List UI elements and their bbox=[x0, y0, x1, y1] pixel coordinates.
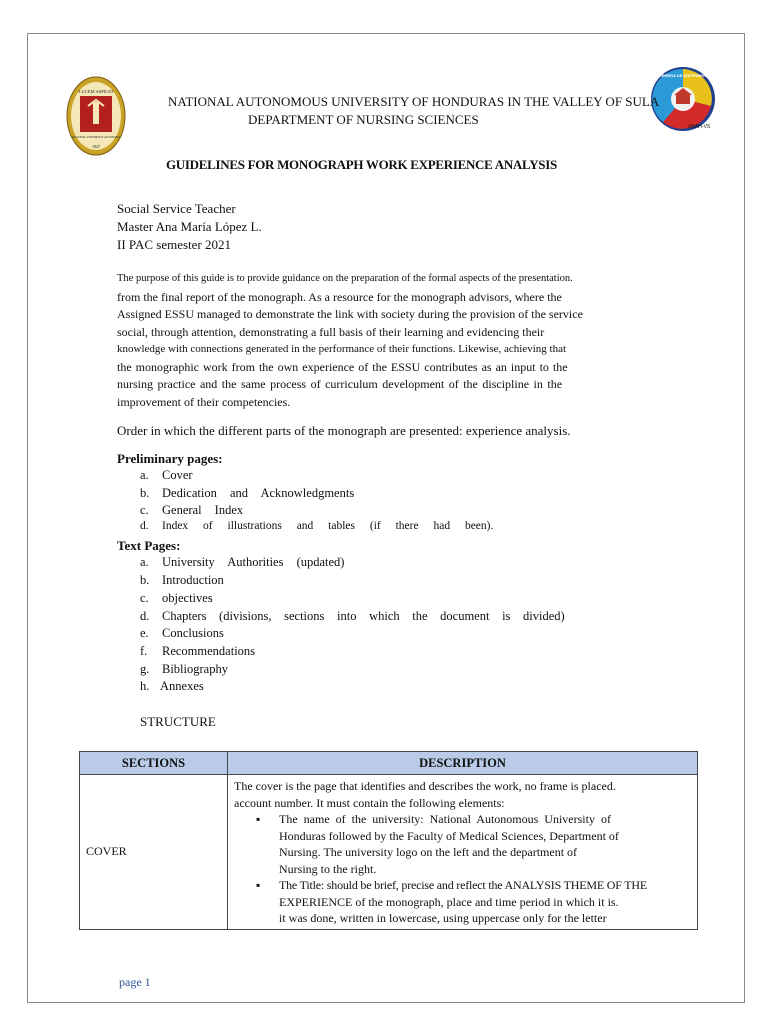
structure-label: STRUCTURE bbox=[140, 714, 216, 729]
purpose-line-7: nursing practice and the same process of curriculum development of the discipline in the bbox=[117, 377, 563, 391]
list-text: University Authorities (updated) bbox=[162, 555, 345, 569]
list-item bbox=[140, 609, 565, 624]
list-text: Recommendations bbox=[162, 644, 256, 658]
bullet-icon: ▪ bbox=[256, 878, 261, 892]
description-line: account number. It must contain the following elements: bbox=[234, 795, 505, 810]
list-item bbox=[140, 573, 224, 588]
purpose-line-5: knowledge with connections generated in the performance of their functions. Likewise, achieving that bbox=[117, 343, 567, 355]
list-item bbox=[140, 679, 204, 694]
bullet-item bbox=[234, 877, 691, 927]
list-marker: d. bbox=[140, 520, 149, 532]
list-marker: c. bbox=[140, 503, 149, 517]
bullet-line: it was done, written in lowercase, using uppercase only for the letter bbox=[279, 911, 607, 925]
bullet-line: Honduras followed by the Faculty of Medical Sciences, Department of bbox=[279, 828, 619, 843]
document-title: GUIDELINES FOR MONOGRAPH WORK EXPERIENCE ANALYSIS bbox=[166, 157, 557, 172]
list-item bbox=[140, 662, 228, 677]
description-line: The cover is the page that identifies and describes the work, no frame is placed. bbox=[234, 779, 616, 793]
list-marker: f. bbox=[140, 644, 148, 658]
list-text: Chapters (divisions, sections into which the document is divided) bbox=[162, 609, 565, 623]
list-marker: e. bbox=[140, 626, 149, 640]
bullet-line: The Title: should be brief, precise and reflect the ANALYSIS THEME OF THE bbox=[279, 878, 648, 892]
department-name: DEPARTMENT OF NURSING SCIENCES bbox=[248, 112, 479, 127]
list-item bbox=[140, 468, 193, 483]
list-text: Dedication and Acknowledgments bbox=[162, 486, 355, 500]
teacher-name: Master Ana María López L. bbox=[117, 219, 262, 234]
list-marker: a. bbox=[140, 468, 149, 482]
bullet-icon: ▪ bbox=[256, 812, 261, 826]
bullet-item bbox=[234, 811, 691, 877]
list-marker: b. bbox=[140, 573, 150, 587]
purpose-line-1: The purpose of this guide is to provide guidance on the preparation of the formal aspects of the presentation. bbox=[117, 273, 573, 284]
list-item bbox=[140, 644, 255, 659]
list-item bbox=[140, 520, 493, 532]
semester: II PAC semester 2021 bbox=[117, 237, 231, 252]
list-item bbox=[140, 486, 354, 501]
table-header-row bbox=[80, 752, 698, 775]
bullet-line: Nursing to the right. bbox=[279, 861, 377, 876]
seal-year: 1847 bbox=[92, 144, 100, 149]
bullet-line: EXPERIENCE of the monograph, place and time period in which it is. bbox=[279, 894, 619, 909]
list-item bbox=[140, 626, 224, 641]
list-marker: g. bbox=[140, 662, 150, 676]
text-pages-heading: Text Pages: bbox=[117, 538, 181, 553]
purpose-line-8: improvement of their competencies. bbox=[117, 395, 291, 409]
list-text: Annexes bbox=[160, 679, 204, 693]
seal-motto: LUCEM ASPICIO bbox=[78, 89, 114, 94]
list-item bbox=[140, 503, 243, 518]
list-text: Introduction bbox=[162, 573, 224, 587]
list-marker: b. bbox=[140, 486, 150, 500]
bullet-line: The name of the university: National Autonomous University of bbox=[279, 812, 611, 826]
list-marker: a. bbox=[140, 555, 149, 569]
preliminary-heading: Preliminary pages: bbox=[117, 451, 223, 466]
purpose-line-2: from the final report of the monograph. As a resource for the monograph advisors, where the bbox=[117, 290, 562, 304]
list-text: General Index bbox=[162, 503, 244, 517]
order-statement: Order in which the different parts of the monograph are presented: experience analysis. bbox=[117, 423, 571, 438]
page-number: page 1 bbox=[119, 975, 151, 989]
bullet-line: Nursing. The university logo on the left and the department of bbox=[279, 845, 578, 859]
list-text: objectives bbox=[162, 591, 213, 605]
purpose-line-6: the monographic work from the own experience of the ESSU contributes as an input to the bbox=[117, 360, 568, 374]
header-description: DESCRIPTION bbox=[228, 752, 698, 775]
list-marker: c. bbox=[140, 591, 149, 605]
structure-table bbox=[79, 751, 698, 930]
description-cell bbox=[228, 775, 698, 930]
list-text: Conclusions bbox=[162, 626, 224, 640]
table-row bbox=[80, 775, 698, 930]
university-name: NATIONAL AUTONOMOUS UNIVERSITY OF HONDURAS IN THE VALLEY OF SULA bbox=[168, 94, 660, 109]
list-marker: d. bbox=[140, 609, 150, 623]
list-text: Bibliography bbox=[162, 662, 228, 676]
list-text: Cover bbox=[162, 468, 193, 482]
teacher-role: Social Service Teacher bbox=[117, 201, 236, 216]
list-marker: h. bbox=[140, 679, 150, 693]
logo-caption: UNAH-VS bbox=[687, 124, 711, 130]
list-text: Index of illustrations and tables (if there had been). bbox=[162, 520, 494, 532]
list-item bbox=[140, 555, 344, 570]
list-item bbox=[140, 591, 213, 606]
seal-name: NACIONAL UNIVERSITY AUTONOMA bbox=[71, 136, 121, 139]
purpose-line-4: social, through attention, demonstrating a full basis of their learning and evidencing their bbox=[117, 325, 545, 339]
section-cell: COVER bbox=[80, 775, 228, 930]
header-sections: SECTIONS bbox=[80, 752, 228, 775]
logo-arc-text: CARRERA DE ENFERMERIA bbox=[655, 73, 711, 78]
university-seal-logo bbox=[66, 76, 126, 156]
purpose-line-3: Assigned ESSU managed to demonstrate the link with society during the provision of the service bbox=[117, 307, 583, 321]
